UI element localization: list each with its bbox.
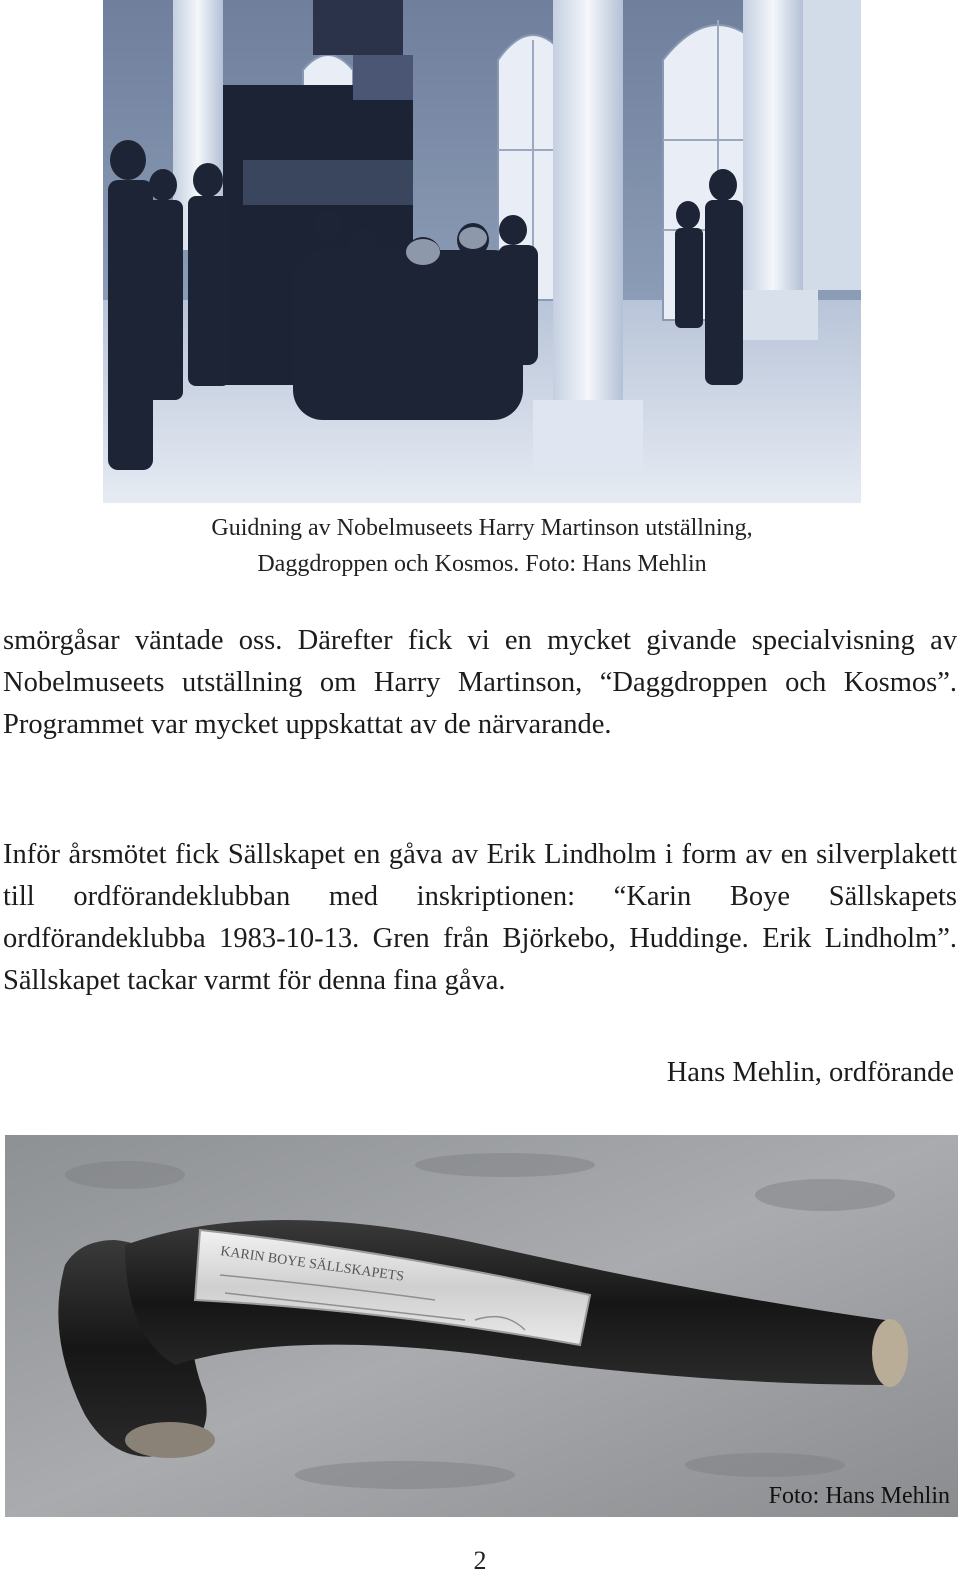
paragraph-gift: Inför årsmötet fick Sällskapet en gåva av Erik Lindholm i form av en silverplakett till ordförandeklubban med inskriptionen: “Karin Boye Sällskapets ordförandeklubba 1983-10-13. Gren från Björkebo, Huddinge. Erik Lindholm”. Sällskapet tackar varmt för denna fina gåva. — [3, 839, 957, 996]
caption-line-1: Guidning av Nobelmuseets Harry Martinson utställning, — [211, 515, 753, 541]
caption-line-2: Daggdroppen och Kosmos. Foto: Hans Mehlin — [257, 551, 707, 577]
page-number: 2 — [473, 1546, 487, 1575]
photo-caption — [103, 510, 861, 582]
signature: Hans Mehlin, ordförande — [666, 1057, 954, 1088]
museum-tour-photo — [103, 0, 861, 503]
gavel-photo — [5, 1135, 958, 1517]
plaque-inscription: KARIN BOYE SÄLLSKAPETS — [219, 1244, 405, 1285]
paragraph-exhibition: smörgåsar väntade oss. Därefter fick vi en mycket givande specialvisning av Nobelmuseets utställning om Harry Martinson, “Daggdroppen och Kosmos”. Programmet var mycket uppskattat av de närvarande. — [3, 625, 957, 740]
photo-credit: Foto: Hans Mehlin — [768, 1483, 950, 1509]
